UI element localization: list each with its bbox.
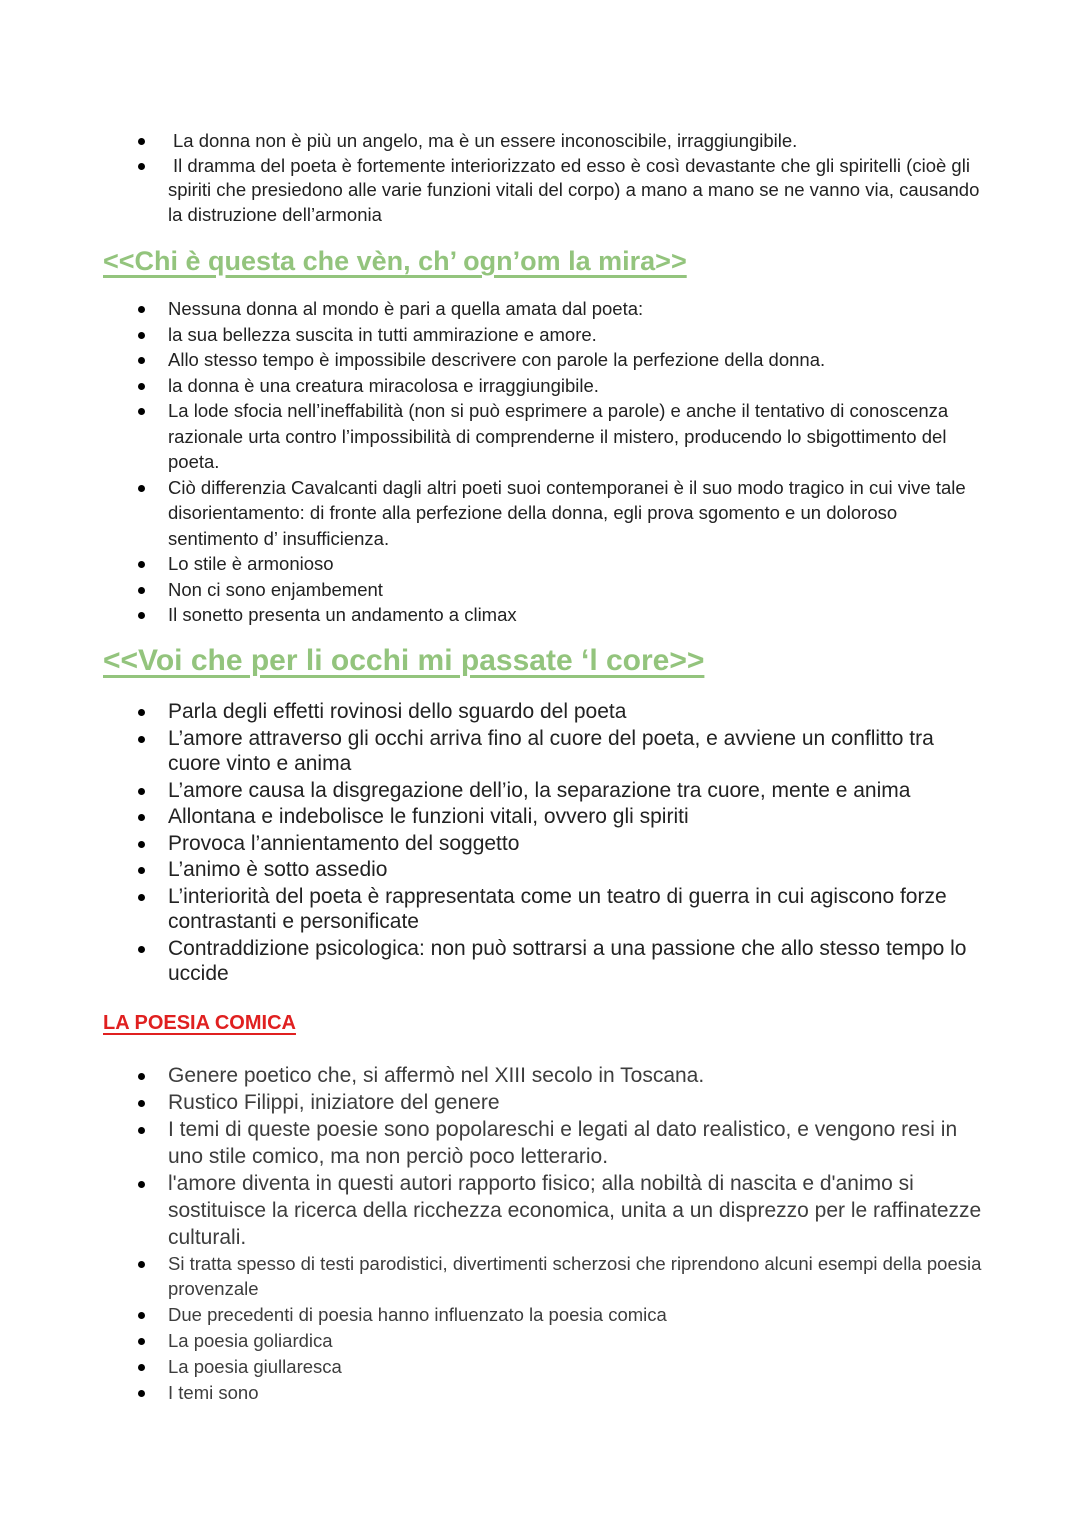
list-item-text: l'amore diventa in questi autori rapporto fisico; alla nobiltà di nascita e d'animo si sostituisce la ricerca della ricchezza economica, unita a un disprezzo per le raffinatezze culturali. (168, 1172, 982, 1249)
list-item-text: La poesia giullaresca (168, 1356, 342, 1377)
list-item (0, 347, 1080, 373)
list-item (0, 936, 1080, 987)
bullet-icon (138, 736, 145, 743)
bullet-icon (138, 306, 145, 313)
list-item (0, 831, 1080, 857)
section-heading-voi: <<Voi che per li occhi mi passate ‘l core>> (103, 644, 705, 677)
bullet-icon (138, 788, 145, 795)
list-item-text: Lo stile è armonioso (168, 553, 334, 574)
list-item-text: I temi di queste poesie sono popolareschi e legati al dato realistico, e vengono resi in uno stile comico, ma non perciò poco letterario. (168, 1118, 958, 1168)
list-item (0, 296, 1080, 322)
bullet-icon (138, 1100, 145, 1107)
list-item-text: L’amore causa la disgregazione dell’io, la separazione tra cuore, mente e anima (168, 778, 911, 802)
list-item-text: I temi sono (168, 1382, 259, 1403)
list-item-text: Il dramma del poeta è fortemente interiorizzato ed esso è così devastante che gli spiritelli (cioè gli spiriti che presiedono alle varie funzioni vitali del corpo) a mano a mano se ne vanno via, causando la distruzione dell’armonia (168, 154, 980, 225)
bullet-icon (138, 709, 145, 716)
list-item (0, 1328, 1080, 1353)
list-item (0, 475, 1080, 552)
list-item (0, 1354, 1080, 1379)
bullet-icon (138, 163, 145, 170)
list-item (0, 726, 1080, 777)
list-item-text: Rustico Filippi, iniziatore del genere (168, 1091, 500, 1114)
list-item (0, 373, 1080, 399)
list-item-text: La poesia goliardica (168, 1330, 333, 1351)
list-item (0, 857, 1080, 883)
list-item-text: Si tratta spesso di testi parodistici, divertimenti scherzosi che riprendono alcuni esempi della poesia provenzale (168, 1253, 982, 1299)
list-item (0, 699, 1080, 725)
bullet-icon (138, 612, 145, 619)
list-item-text: La donna non è più un angelo, ma è un essere inconoscibile, irraggiungibile. (173, 130, 798, 151)
list-item-text: Contraddizione psicologica: non può sottrarsi a una passione che allo stesso tempo lo uccide (168, 936, 967, 985)
bullet-icon (138, 138, 145, 145)
list-item-text: L’animo è sotto assedio (168, 858, 388, 881)
list-item-text: Allontana e indebolisce le funzioni vitali, ovvero gli spiriti (168, 805, 689, 828)
list-item (0, 398, 1080, 475)
list-item (0, 1062, 1080, 1089)
comica-bullet-list (0, 1062, 1080, 1406)
section-heading-chi: <<Chi è questa che vèn, ch’ ogn’om la mira>> (103, 246, 687, 276)
bullet-icon (138, 408, 145, 415)
list-item (0, 129, 1080, 154)
list-item (0, 1380, 1080, 1405)
bullet-icon (138, 894, 145, 901)
list-item-text: Provoca l’annientamento del soggetto (168, 831, 520, 855)
list-item (0, 1089, 1080, 1116)
bullet-icon (138, 841, 145, 848)
list-item-text: Due precedenti di poesia hanno influenzato la poesia comica (168, 1304, 667, 1325)
list-item-text: L’interiorità del poeta è rappresentata come un teatro di guerra in cui agiscono forze contrastanti e personificate (168, 884, 947, 933)
list-item (0, 1302, 1080, 1327)
section-heading-comica: LA POESIA COMICA (103, 1012, 296, 1034)
list-item (0, 322, 1080, 348)
bullet-icon (138, 946, 145, 953)
list-item-text: Nessuna donna al mondo è pari a quella amata dal poeta: (168, 298, 644, 319)
bullet-icon (138, 383, 145, 390)
list-item-text: La lode sfocia nell’ineffabilità (non si può esprimere a parole) e anche il tentativo di conoscenza razionale urta contro l’impossibilità di comprenderne il mistero, producendo lo sbigottimento del poeta. (168, 400, 949, 472)
list-item-text: Non ci sono enjambement (168, 578, 383, 600)
bullet-icon (138, 485, 145, 492)
bullet-icon (138, 1364, 145, 1371)
list-item-text: Genere poetico che, si affermò nel XIII secolo in Toscana. (168, 1064, 705, 1087)
list-item-text: la donna è una creatura miracolosa e irraggiungibile. (168, 374, 599, 396)
list-item (0, 804, 1080, 830)
list-item-text: Ciò differenzia Cavalcanti dagli altri poeti suoi contemporanei è il suo modo tragico in cui vive tale disorientamento: di fronte alla perfezione della donna, egli prova sgomento e un doloroso sentimento d’ insufficienza. (168, 476, 966, 549)
list-item (0, 1170, 1080, 1251)
list-item (0, 1251, 1080, 1301)
bullet-icon (138, 1312, 145, 1319)
list-item (0, 884, 1080, 935)
list-item-text: L’amore attraverso gli occhi arriva fino al cuore del poeta, e avviene un conflitto tra cuore vinto e anima (168, 726, 934, 775)
list-item (0, 778, 1080, 804)
voi-bullet-list (0, 699, 1080, 988)
intro-bullet-list (0, 129, 1080, 227)
bullet-icon (138, 357, 145, 364)
list-item (0, 602, 1080, 628)
bullet-icon (138, 332, 145, 339)
bullet-icon (138, 1073, 145, 1080)
bullet-icon (138, 867, 145, 874)
list-item (0, 1116, 1080, 1170)
bullet-icon (138, 587, 145, 594)
bullet-icon (138, 1390, 145, 1397)
bullet-icon (138, 1127, 145, 1134)
chi-bullet-list (0, 296, 1080, 628)
bullet-icon (138, 1181, 145, 1188)
list-item-text: Parla degli effetti rovinosi dello sguardo del poeta (168, 700, 627, 723)
list-item-text: Allo stesso tempo è impossibile descrivere con parole la perfezione della donna. (168, 349, 826, 370)
list-item (0, 577, 1080, 603)
bullet-icon (138, 1261, 145, 1268)
list-item-text: la sua bellezza suscita in tutti ammirazione e amore. (168, 323, 597, 345)
list-item (0, 551, 1080, 577)
bullet-icon (138, 814, 145, 821)
list-item (0, 154, 1080, 228)
bullet-icon (138, 1338, 145, 1345)
list-item-text: Il sonetto presenta un andamento a climax (168, 604, 517, 625)
bullet-icon (138, 561, 145, 568)
